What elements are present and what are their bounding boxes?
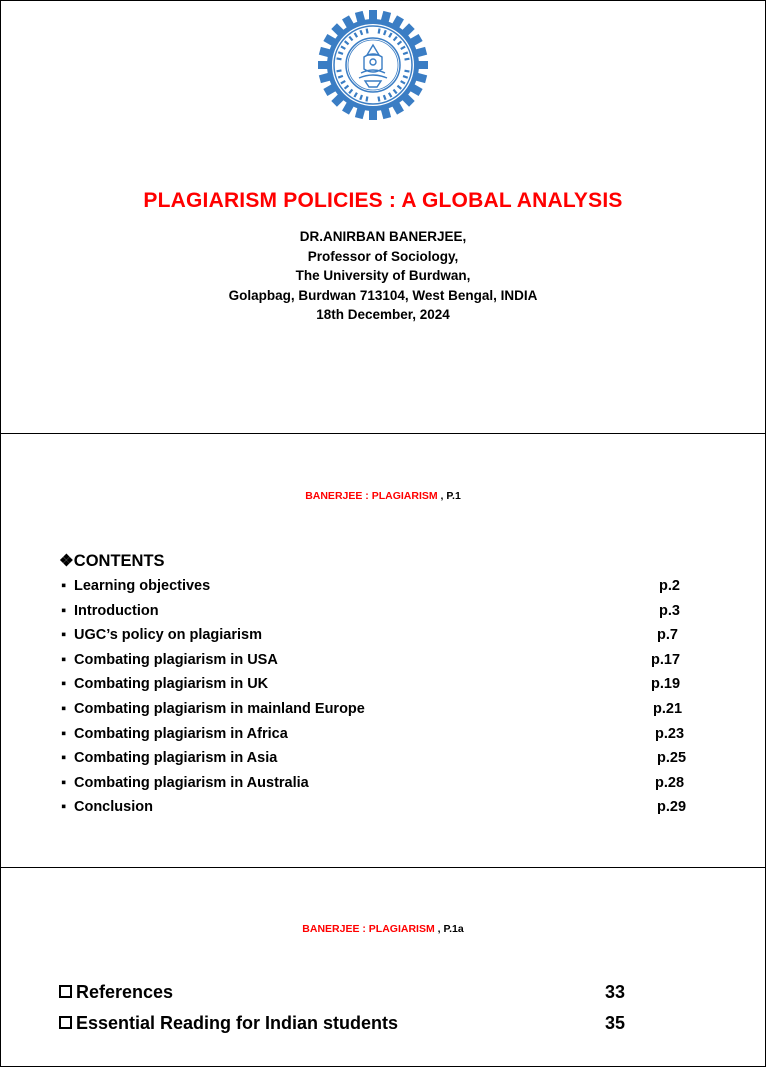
contents-item-page: p.23 [655, 725, 685, 742]
contents-item-label: Combating plagiarism in Asia [74, 750, 278, 767]
contents-item-page: p.7 [657, 627, 678, 644]
contents-item-page: p.25 [657, 750, 687, 767]
contents-item [61, 726, 701, 750]
contents-item [61, 627, 701, 651]
bullet-icon: ▪ [61, 701, 67, 717]
references-item-label: Essential Reading for Indian students [76, 1013, 399, 1033]
author-info [1, 227, 765, 325]
contents-item-page: p.2 [659, 578, 680, 594]
contents-slide [0, 433, 766, 868]
title-slide [0, 0, 766, 434]
contents-item [61, 603, 701, 627]
contents-item-label: UGC’s policy on plagiarism [74, 627, 263, 644]
contents-item [61, 799, 701, 823]
references-item-number: 33 [605, 982, 626, 1002]
contents-item-page: p.28 [655, 774, 685, 791]
contents-item [61, 775, 701, 799]
author-position: Professor of Sociology, [307, 248, 459, 264]
bullet-icon: ▪ [61, 602, 67, 619]
contents-item [61, 652, 701, 676]
contents-item-page: p.21 [653, 701, 683, 717]
contents-item-label: Combating plagiarism in UK [74, 676, 269, 693]
bullet-icon: ▪ [61, 578, 67, 594]
author-university: The University of Burdwan, [295, 268, 471, 283]
running-header-title: BANERJEE : PLAGIARISM [302, 923, 435, 935]
bullet-icon: ▪ [61, 774, 67, 791]
author-address: Golapbag, Burdwan 713104, West Bengal, INDIA [228, 287, 538, 303]
contents-item-label: Introduction [74, 602, 159, 619]
references-item-label: References [76, 982, 174, 1002]
contents-item-label: Conclusion [74, 799, 153, 816]
bullet-icon: ▪ [61, 676, 67, 693]
bullet-icon: ▪ [61, 799, 67, 816]
running-header [1, 923, 765, 935]
contents-item-label: Combating plagiarism in Africa [74, 725, 288, 742]
checkbox-bullet-icon [59, 1016, 72, 1029]
author-name: DR.ANIRBAN BANERJEE, [299, 229, 467, 244]
contents-item-page: p.3 [659, 602, 680, 619]
contents-item [61, 750, 701, 774]
contents-heading: ❖CONTENTS [59, 552, 165, 570]
contents-item-label: Combating plagiarism in USA [74, 651, 278, 668]
presentation-date: 18th December, 2024 [316, 307, 450, 322]
references-slide [0, 867, 766, 1067]
references-item [59, 1013, 659, 1039]
university-seal-icon [317, 9, 429, 121]
running-header [1, 490, 765, 502]
contents-item-label: Combating plagiarism in Australia [74, 774, 309, 791]
contents-item [61, 676, 701, 700]
running-header-page: , P.1 [437, 490, 461, 502]
bullet-icon: ▪ [61, 651, 67, 668]
contents-item-label: Combating plagiarism in mainland Europe [74, 701, 365, 717]
contents-item [61, 701, 701, 725]
checkbox-bullet-icon [59, 985, 72, 998]
running-header-title: BANERJEE : PLAGIARISM [305, 490, 438, 502]
references-item-number: 35 [605, 1013, 626, 1033]
references-item [59, 982, 659, 1008]
bullet-icon: ▪ [61, 725, 67, 742]
contents-item-label: Learning objectives [74, 578, 211, 594]
contents-item [61, 578, 701, 602]
bullet-icon: ▪ [61, 627, 67, 644]
contents-item-page: p.29 [657, 799, 687, 816]
bullet-icon: ▪ [61, 750, 67, 767]
contents-item-page: p.19 [651, 676, 681, 693]
running-header-page: , P.1a [434, 923, 464, 935]
presentation-title: PLAGIARISM POLICIES : A GLOBAL ANALYSIS [143, 189, 623, 212]
contents-item-page: p.17 [651, 651, 681, 668]
